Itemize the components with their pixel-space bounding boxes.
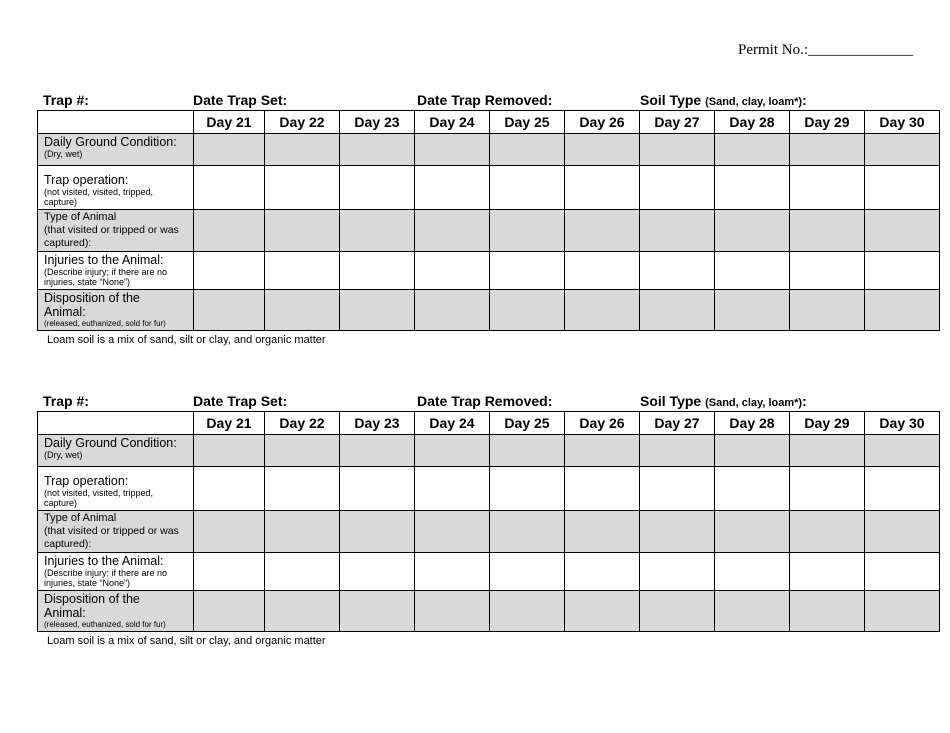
entry-cell[interactable]	[565, 467, 640, 511]
entry-cell[interactable]	[640, 435, 715, 467]
entry-cell[interactable]	[194, 252, 265, 290]
date-trap-set-label: Date Trap Set:	[193, 92, 288, 108]
entry-cell[interactable]	[790, 591, 865, 632]
day-header: Day 28	[715, 412, 790, 435]
entry-cell[interactable]	[194, 134, 265, 166]
row-ground-condition	[38, 435, 940, 467]
entry-cell[interactable]	[790, 511, 865, 553]
entry-cell[interactable]	[194, 166, 265, 210]
entry-cell[interactable]	[865, 511, 940, 553]
trap-number-label: Trap #:	[43, 92, 89, 108]
entry-cell[interactable]	[640, 467, 715, 511]
entry-cell[interactable]	[640, 290, 715, 331]
entry-cell[interactable]	[340, 252, 415, 290]
corner-cell	[38, 111, 194, 134]
row-injuries	[38, 553, 940, 591]
entry-cell[interactable]	[265, 553, 340, 591]
entry-cell[interactable]	[565, 290, 640, 331]
entry-cell[interactable]	[865, 134, 940, 166]
entry-cell[interactable]	[490, 166, 565, 210]
day-header: Day 25	[490, 111, 565, 134]
entry-cell[interactable]	[265, 435, 340, 467]
entry-cell[interactable]	[194, 511, 265, 553]
entry-cell[interactable]	[265, 134, 340, 166]
entry-cell[interactable]	[194, 435, 265, 467]
entry-cell[interactable]	[790, 553, 865, 591]
entry-cell[interactable]	[490, 553, 565, 591]
row-label: Injuries to the Animal: (Describe injury; if there are no injuries, state “None”)	[38, 252, 194, 290]
entry-cell[interactable]	[865, 435, 940, 467]
entry-cell[interactable]	[340, 553, 415, 591]
entry-cell[interactable]	[715, 134, 790, 166]
entry-cell[interactable]	[340, 511, 415, 553]
entry-cell[interactable]	[865, 290, 940, 331]
soil-type-label: Soil Type (Sand, clay, loam*):	[640, 393, 807, 409]
day-header: Day 22	[265, 412, 340, 435]
entry-cell[interactable]	[640, 134, 715, 166]
entry-cell[interactable]	[715, 591, 790, 632]
trap-log-table	[37, 110, 940, 331]
entry-cell[interactable]	[865, 467, 940, 511]
entry-cell[interactable]	[340, 591, 415, 632]
entry-cell[interactable]	[265, 252, 340, 290]
day-header: Day 27	[640, 412, 715, 435]
entry-cell[interactable]	[415, 210, 490, 252]
entry-cell[interactable]	[565, 210, 640, 252]
row-disposition	[38, 290, 940, 331]
entry-cell[interactable]	[790, 467, 865, 511]
day-header: Day 30	[865, 111, 940, 134]
day-header: Day 23	[340, 412, 415, 435]
entry-cell[interactable]	[565, 435, 640, 467]
row-label: Injuries to the Animal: (Describe injury; if there are no injuries, state “None”)	[38, 553, 194, 591]
entry-cell[interactable]	[265, 166, 340, 210]
trap-number-label: Trap #:	[43, 393, 89, 409]
entry-cell[interactable]	[415, 467, 490, 511]
row-label: Trap operation: (not visited, visited, tripped, capture)	[38, 166, 194, 210]
permit-number[interactable]: Permit No.:______________	[738, 42, 913, 58]
entry-cell[interactable]	[715, 511, 790, 553]
entry-cell[interactable]	[490, 210, 565, 252]
day-header: Day 25	[490, 412, 565, 435]
entry-cell[interactable]	[565, 134, 640, 166]
row-trap-operation	[38, 467, 940, 511]
row-label: Trap operation: (not visited, visited, tripped, capture)	[38, 467, 194, 511]
day-header: Day 23	[340, 111, 415, 134]
day-header: Day 28	[715, 111, 790, 134]
day-header-row	[38, 412, 940, 435]
footnote: Loam soil is a mix of sand, silt or clay, and organic matter	[47, 334, 326, 346]
entry-cell[interactable]	[340, 467, 415, 511]
trap-record-2	[37, 393, 939, 647]
row-label: Type of Animal (that visited or tripped or was captured):	[38, 210, 194, 252]
trap-header	[37, 393, 939, 411]
row-animal-type	[38, 210, 940, 252]
day-header: Day 29	[790, 412, 865, 435]
entry-cell[interactable]	[790, 290, 865, 331]
entry-cell[interactable]	[565, 591, 640, 632]
soil-type-label: Soil Type (Sand, clay, loam*):	[640, 92, 807, 108]
entry-cell[interactable]	[340, 134, 415, 166]
day-header: Day 26	[565, 111, 640, 134]
corner-cell	[38, 412, 194, 435]
entry-cell[interactable]	[415, 134, 490, 166]
entry-cell[interactable]	[790, 134, 865, 166]
entry-cell[interactable]	[340, 210, 415, 252]
entry-cell[interactable]	[565, 553, 640, 591]
entry-cell[interactable]	[490, 252, 565, 290]
entry-cell[interactable]	[194, 553, 265, 591]
entry-cell[interactable]	[490, 435, 565, 467]
entry-cell[interactable]	[265, 511, 340, 553]
entry-cell[interactable]	[640, 166, 715, 210]
entry-cell[interactable]	[565, 511, 640, 553]
day-header: Day 24	[415, 412, 490, 435]
row-disposition	[38, 591, 940, 632]
entry-cell[interactable]	[194, 591, 265, 632]
day-header-row	[38, 111, 940, 134]
entry-cell[interactable]	[640, 252, 715, 290]
row-label: Daily Ground Condition: (Dry, wet)	[38, 435, 194, 467]
entry-cell[interactable]	[490, 511, 565, 553]
entry-cell[interactable]	[790, 435, 865, 467]
entry-cell[interactable]	[640, 511, 715, 553]
trap-log-table	[37, 411, 940, 632]
entry-cell[interactable]	[415, 511, 490, 553]
entry-cell[interactable]	[865, 252, 940, 290]
entry-cell[interactable]	[194, 467, 265, 511]
day-header: Day 27	[640, 111, 715, 134]
entry-cell[interactable]	[490, 290, 565, 331]
entry-cell[interactable]	[865, 166, 940, 210]
entry-cell[interactable]	[565, 252, 640, 290]
entry-cell[interactable]	[265, 290, 340, 331]
entry-cell[interactable]	[340, 166, 415, 210]
entry-cell[interactable]	[715, 435, 790, 467]
entry-cell[interactable]	[790, 252, 865, 290]
entry-cell[interactable]	[865, 553, 940, 591]
entry-cell[interactable]	[640, 210, 715, 252]
row-animal-type	[38, 511, 940, 553]
row-label: Disposition of the Animal: (released, euthanized, sold for fur)	[38, 591, 194, 632]
entry-cell[interactable]	[865, 210, 940, 252]
footnote: Loam soil is a mix of sand, silt or clay, and organic matter	[47, 635, 326, 647]
entry-cell[interactable]	[194, 210, 265, 252]
entry-cell[interactable]	[415, 290, 490, 331]
row-label: Daily Ground Condition: (Dry, wet)	[38, 134, 194, 166]
entry-cell[interactable]	[415, 252, 490, 290]
entry-cell[interactable]	[490, 134, 565, 166]
entry-cell[interactable]	[265, 591, 340, 632]
entry-cell[interactable]	[490, 591, 565, 632]
date-trap-removed-label: Date Trap Removed:	[417, 393, 553, 409]
entry-cell[interactable]	[790, 166, 865, 210]
entry-cell[interactable]	[715, 210, 790, 252]
entry-cell[interactable]	[340, 435, 415, 467]
entry-cell[interactable]	[415, 435, 490, 467]
date-trap-removed-label: Date Trap Removed:	[417, 92, 553, 108]
entry-cell[interactable]	[715, 467, 790, 511]
entry-cell[interactable]	[715, 290, 790, 331]
entry-cell[interactable]	[415, 166, 490, 210]
row-label: Disposition of the Animal: (released, euthanized, sold for fur)	[38, 290, 194, 331]
entry-cell[interactable]	[490, 467, 565, 511]
entry-cell[interactable]	[194, 290, 265, 331]
day-header: Day 22	[265, 111, 340, 134]
row-label: Type of Animal (that visited or tripped or was captured):	[38, 511, 194, 553]
entry-cell[interactable]	[715, 166, 790, 210]
entry-cell[interactable]	[715, 553, 790, 591]
entry-cell[interactable]	[415, 553, 490, 591]
row-trap-operation	[38, 166, 940, 210]
entry-cell[interactable]	[790, 210, 865, 252]
day-header: Day 21	[194, 111, 265, 134]
entry-cell[interactable]	[265, 210, 340, 252]
entry-cell[interactable]	[640, 591, 715, 632]
entry-cell[interactable]	[715, 252, 790, 290]
entry-cell[interactable]	[640, 553, 715, 591]
entry-cell[interactable]	[415, 591, 490, 632]
trap-header	[37, 92, 939, 110]
day-header: Day 26	[565, 412, 640, 435]
entry-cell[interactable]	[565, 166, 640, 210]
day-header: Day 24	[415, 111, 490, 134]
date-trap-set-label: Date Trap Set:	[193, 393, 288, 409]
day-header: Day 29	[790, 111, 865, 134]
row-ground-condition	[38, 134, 940, 166]
entry-cell[interactable]	[265, 467, 340, 511]
trap-record-1	[37, 92, 939, 346]
day-header: Day 30	[865, 412, 940, 435]
day-header: Day 21	[194, 412, 265, 435]
entry-cell[interactable]	[340, 290, 415, 331]
entry-cell[interactable]	[865, 591, 940, 632]
row-injuries	[38, 252, 940, 290]
